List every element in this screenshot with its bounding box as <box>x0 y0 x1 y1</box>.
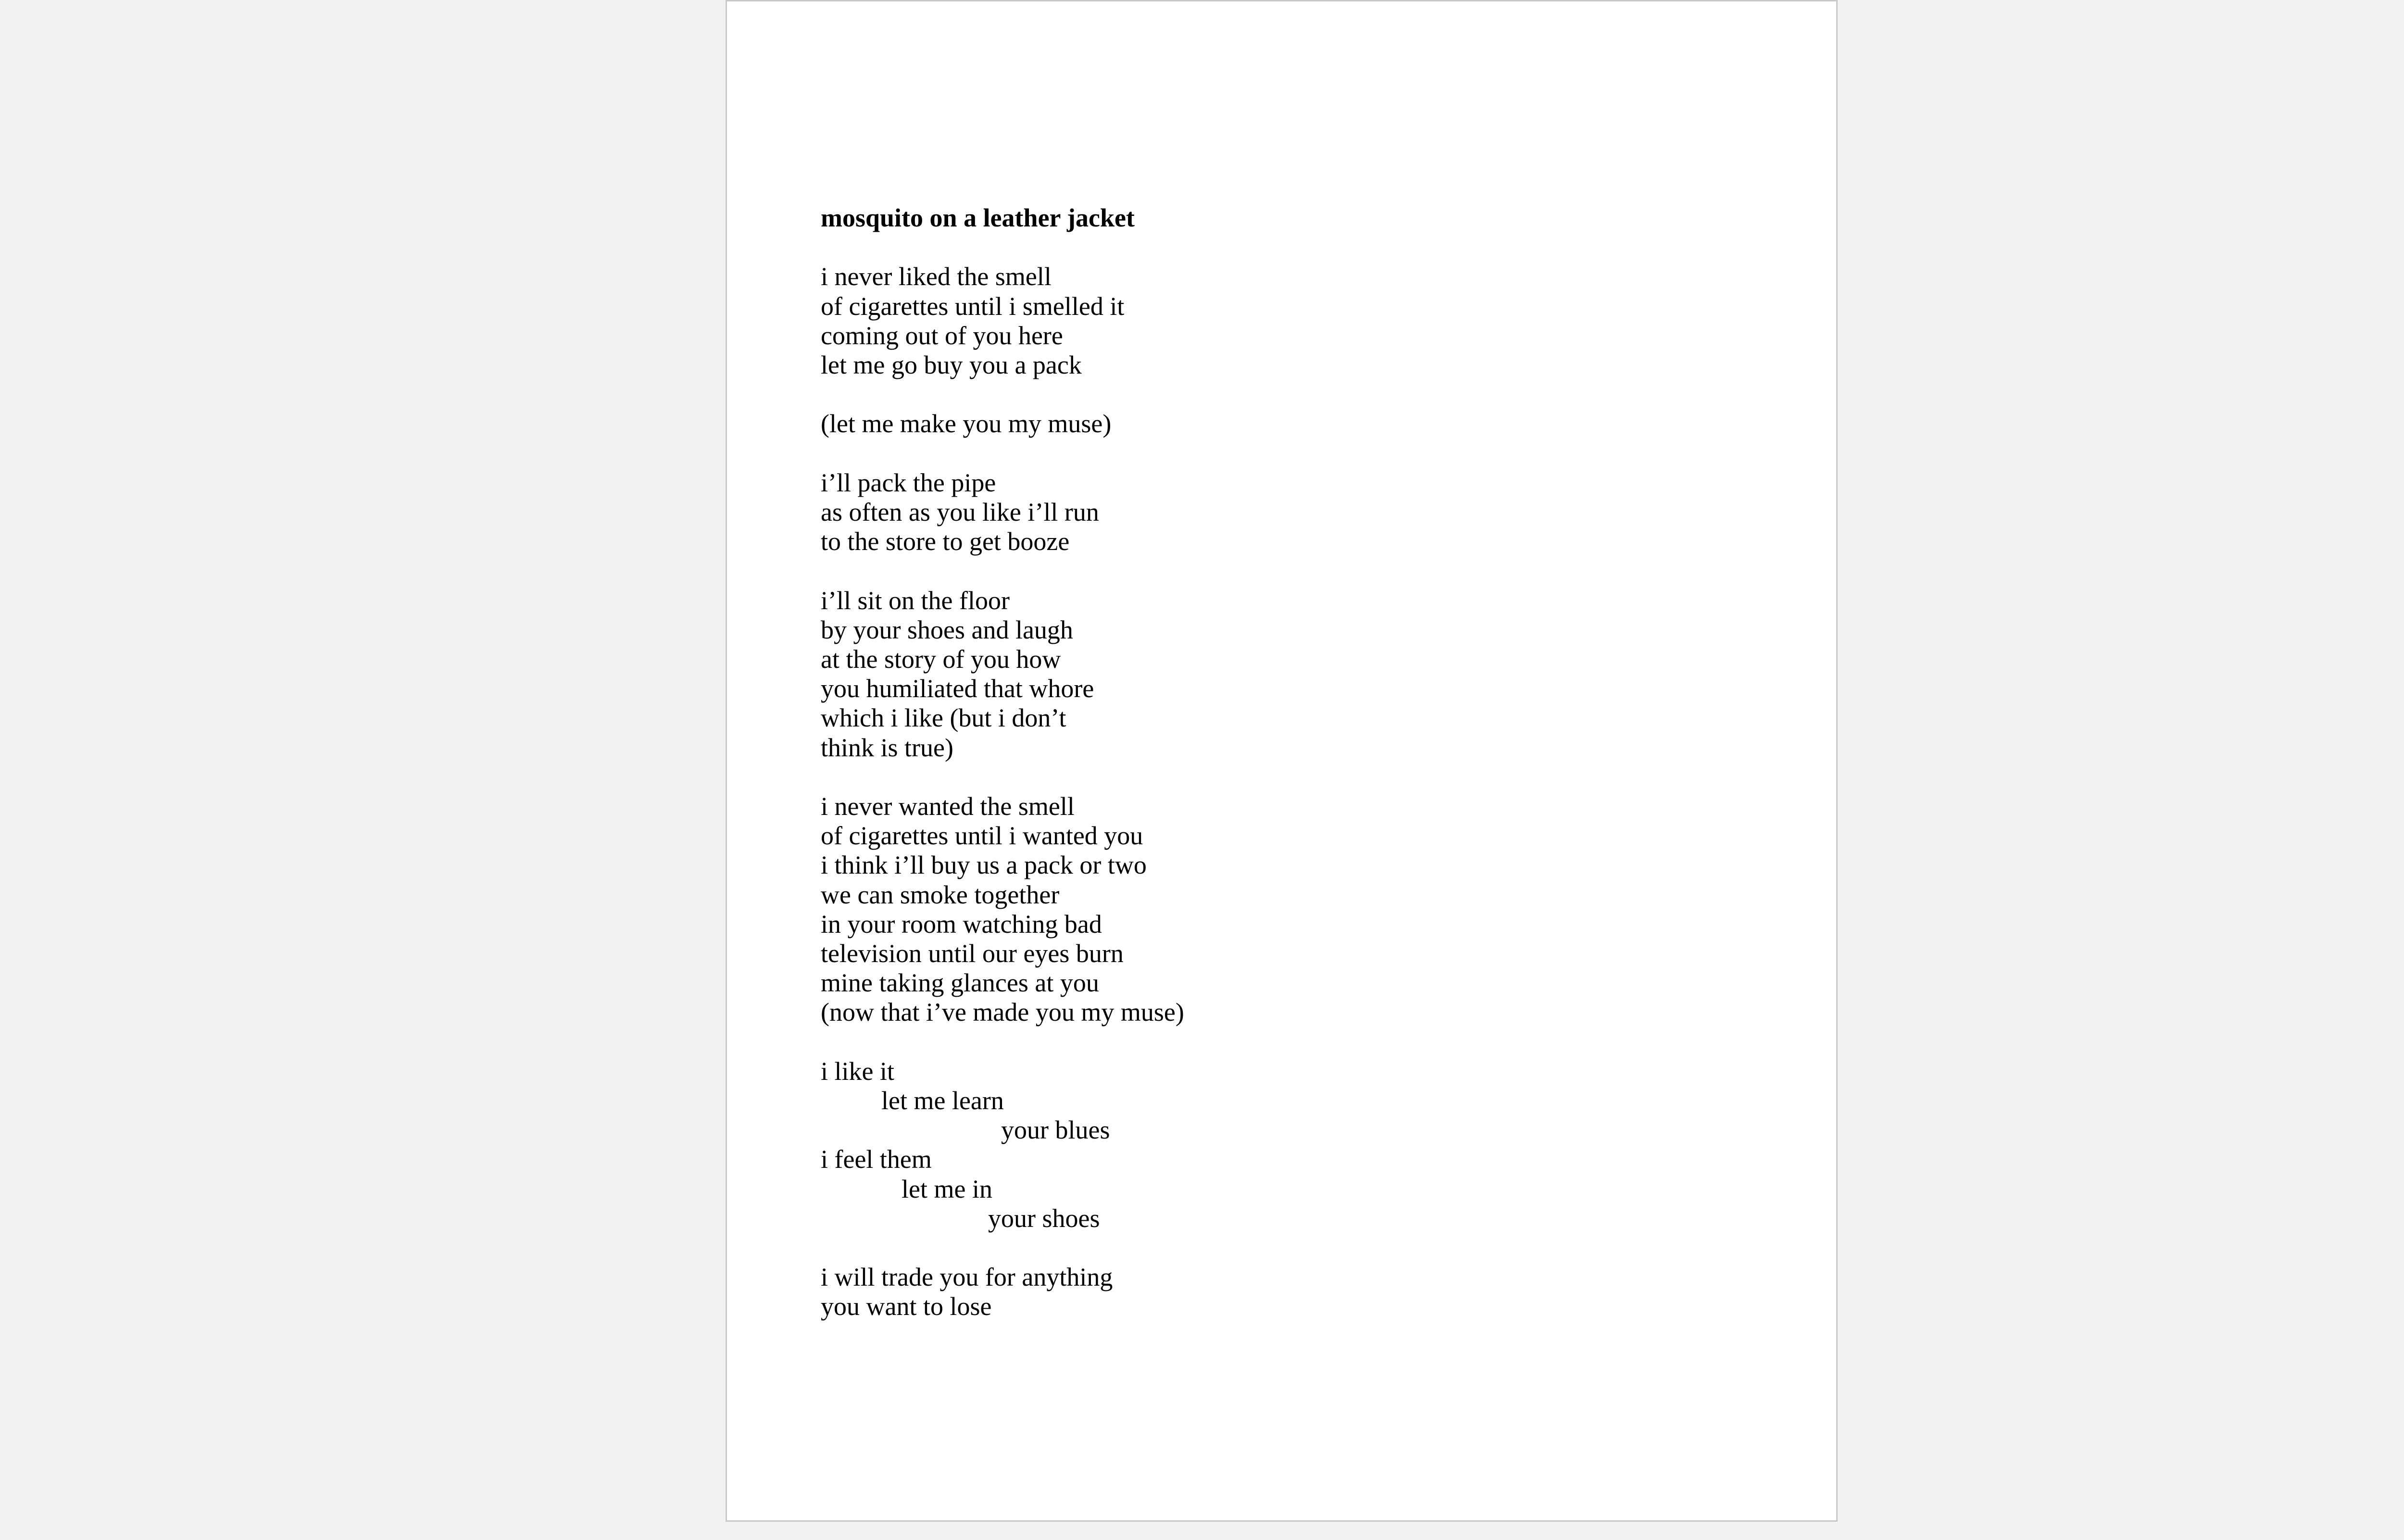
poem-line: you want to lose <box>821 1292 992 1321</box>
poem-line: i think i’ll buy us a pack or two <box>821 851 1147 880</box>
stanza <box>821 1263 1184 1321</box>
poem-line: of cigarettes until i smelled it <box>821 291 1125 321</box>
poem-line: we can smoke together <box>821 880 1060 909</box>
stanza <box>821 586 1184 763</box>
poem-line: by your shoes and laugh <box>821 615 1073 644</box>
poem-line: i’ll sit on the floor <box>821 586 1010 615</box>
poem-line: i will trade you for anything <box>821 1263 1113 1292</box>
poem-line: i never wanted the smell <box>821 791 1075 821</box>
stanza <box>821 262 1184 380</box>
poem-line: let me go buy you a pack <box>821 351 1082 379</box>
poem-line: in your room watching bad <box>821 909 1102 939</box>
document-page <box>726 0 1838 1522</box>
poem-title: mosquito on a leather jacket <box>821 203 1135 232</box>
poem-line-indented: your shoes <box>988 1203 1100 1233</box>
poem-line: i feel them <box>821 1145 932 1174</box>
stanza <box>821 1057 1184 1233</box>
poem-line-indented: let me in <box>902 1174 992 1203</box>
poem-line: to the store to get booze <box>821 527 1070 556</box>
poem-line: think is true) <box>821 733 953 762</box>
stanza <box>821 409 1184 438</box>
stanza <box>821 792 1184 1027</box>
stanza <box>821 468 1184 557</box>
poem-line-indented: your blues <box>1001 1115 1110 1145</box>
poem-line: coming out of you here <box>821 321 1063 350</box>
poem-line: i like it <box>821 1056 894 1086</box>
poem <box>821 203 1184 1322</box>
poem-line: (now that i’ve made you my muse) <box>821 998 1184 1027</box>
poem-line: which i like (but i don’t <box>821 703 1066 733</box>
poem-line: television until our eyes burn <box>821 939 1124 968</box>
poem-line: of cigarettes until i wanted you <box>821 821 1143 851</box>
poem-line: you humiliated that whore <box>821 674 1094 703</box>
poem-line: as often as you like i’ll run <box>821 497 1099 526</box>
poem-line: i’ll pack the pipe <box>821 468 996 497</box>
poem-line-indented: let me learn <box>881 1086 1004 1115</box>
poem-line: mine taking glances at you <box>821 968 1099 998</box>
poem-line: at the story of you how <box>821 644 1061 674</box>
poem-line: i never liked the smell <box>821 262 1052 291</box>
poem-line: (let me make you my muse) <box>821 409 1112 438</box>
